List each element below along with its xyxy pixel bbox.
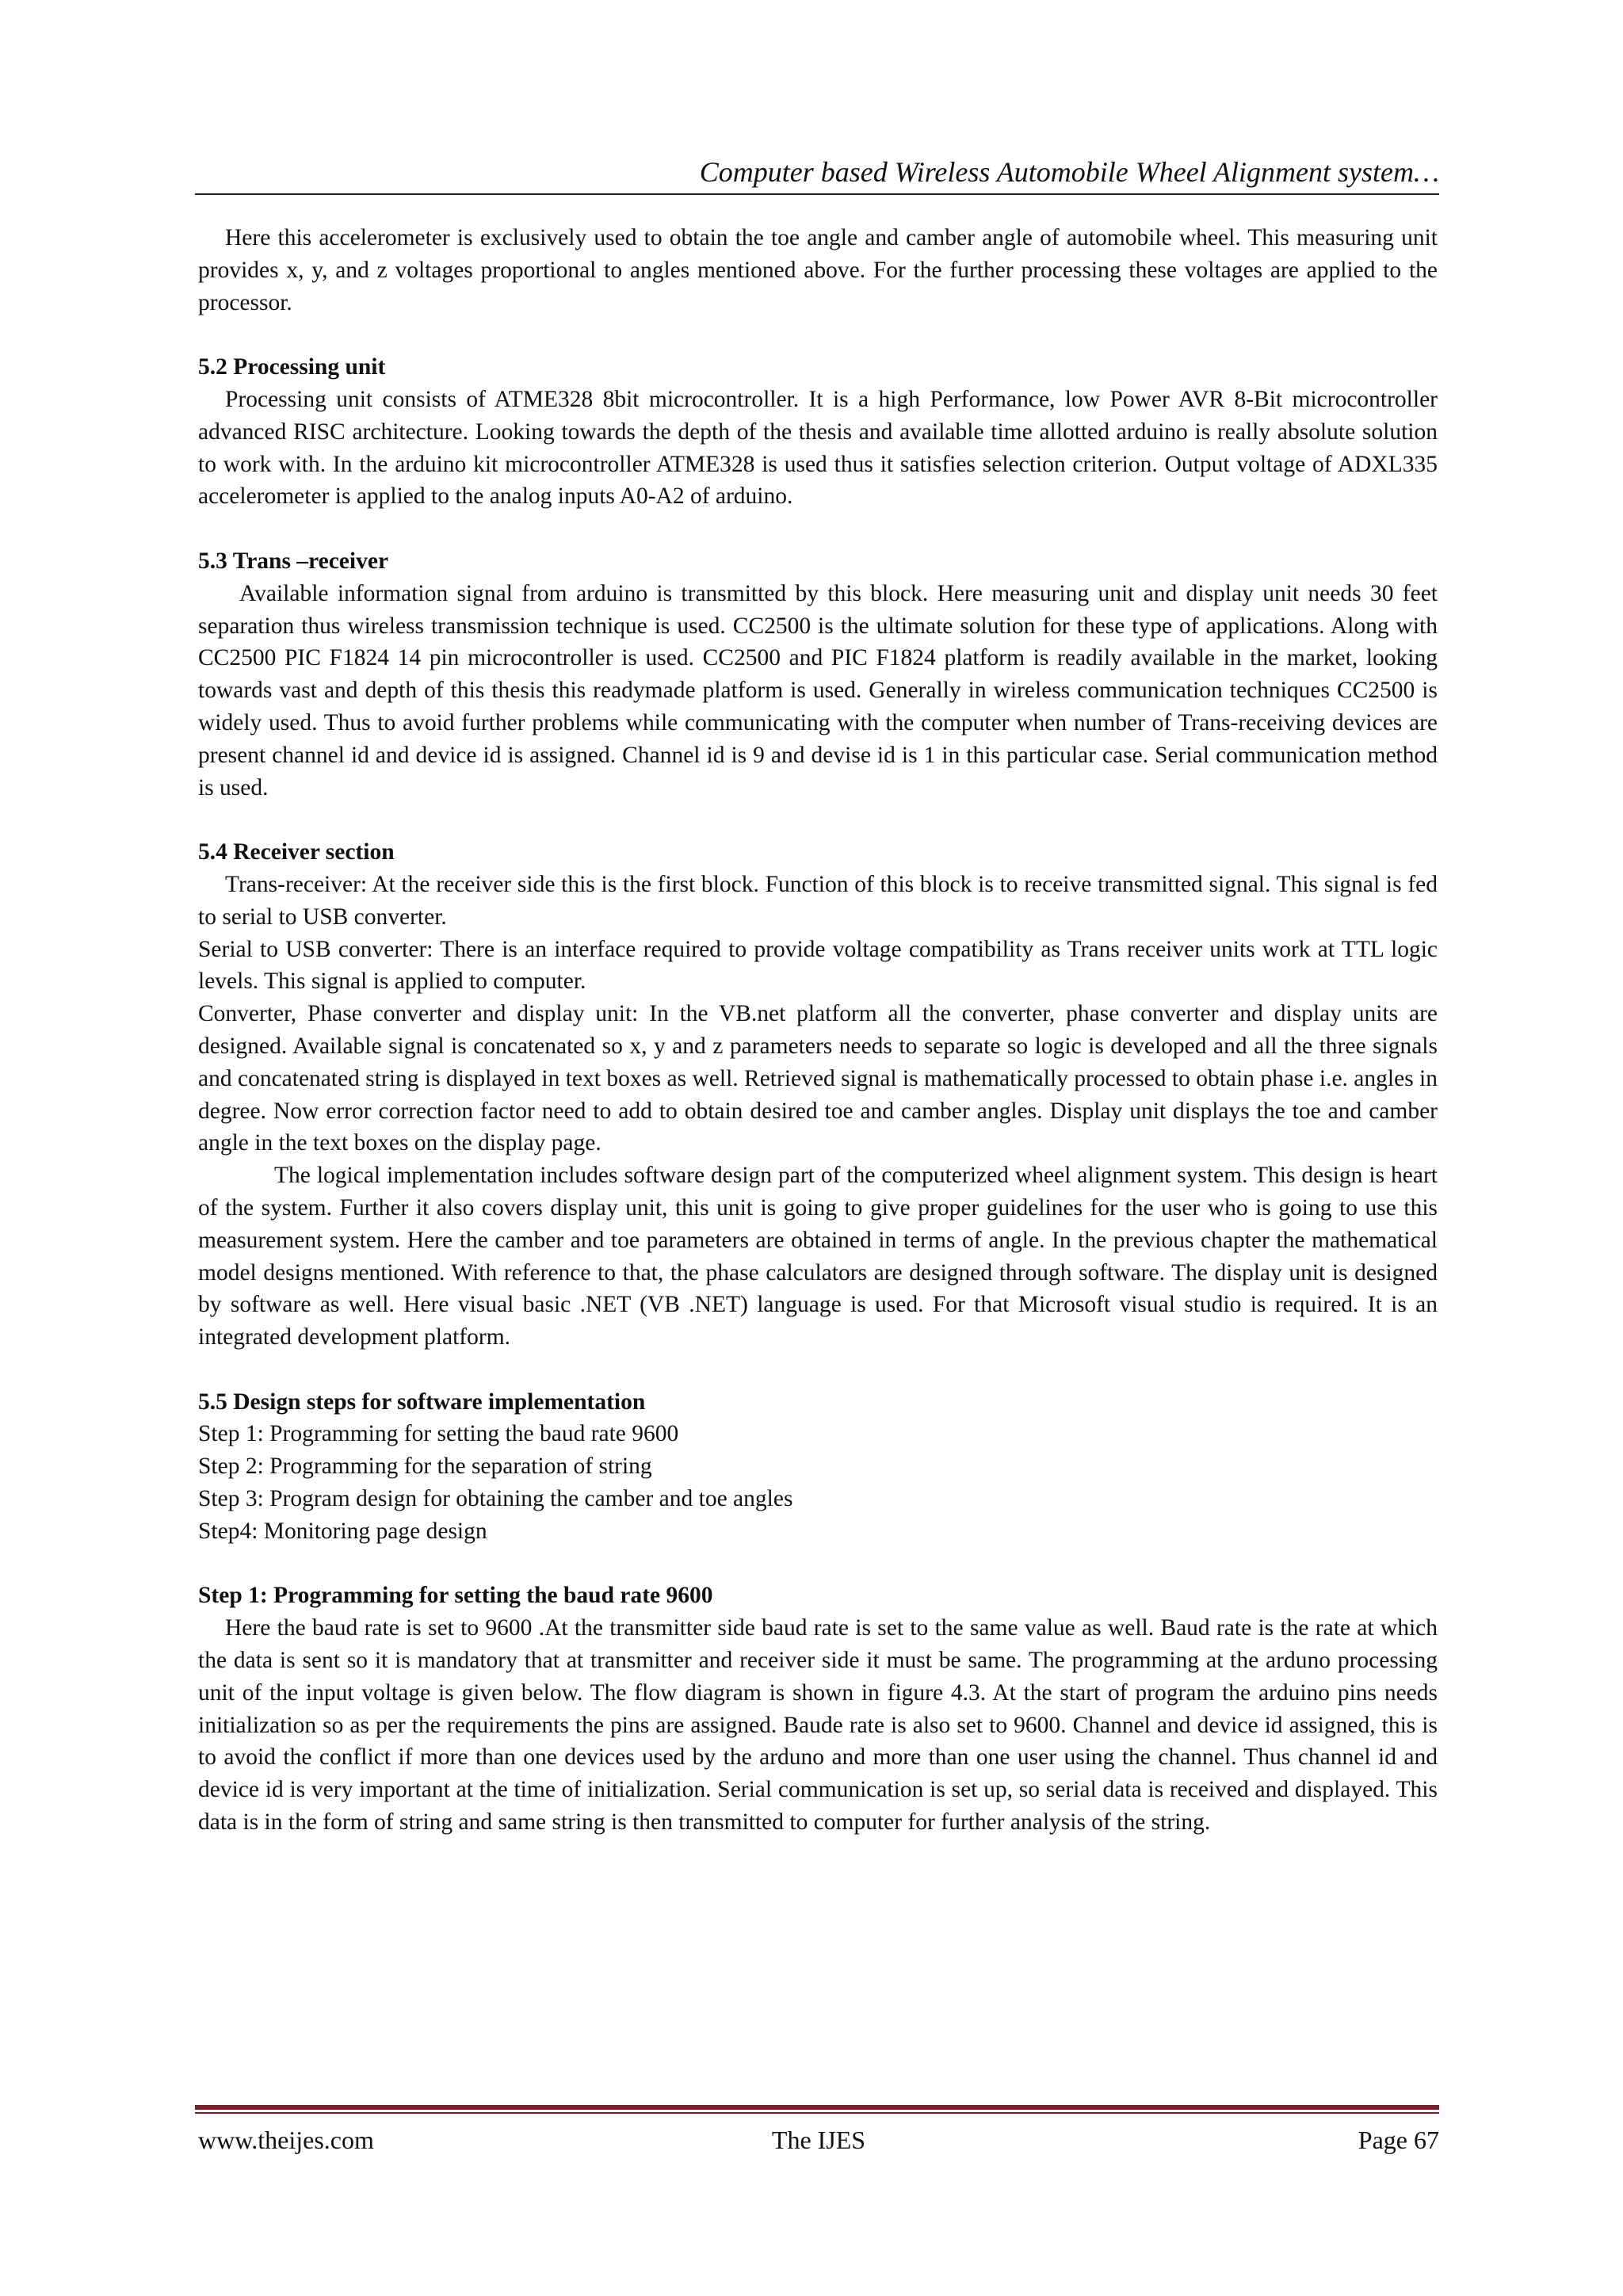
footer-rule-thin	[195, 2112, 1439, 2114]
section-5-4-trans-receiver: Trans-receiver: At the receiver side this is the first block. Function of this block is to receive transmitted signal. This signal is fed to serial to USB converter.	[198, 871, 1438, 930]
spacer	[198, 513, 1438, 545]
step-1-paragraph: Here the baud rate is set to 9600 .At the transmitter side baud rate is set to the same value as well. Baud rate is the rate at which the data is sent so it is mandatory that at transmitter and receiver side it must be same. The programming at the arduno processing unit of the input voltage is given below. The flow diagram is shown in figure 4.3. At the start of program the arduino pins needs initialization so as per the requirements the pins are assigned. Baude rate is also set to 9600. Channel and device id assigned, this is to avoid the conflict if more than one devices used by the arduno and more than one user using the channel. Thus channel id and device id is very important at the time of initialization. Serial communication is set up, so serial data is received and displayed. This data is in the form of string and same string is then transmitted to computer for further analysis of the string.	[198, 1615, 1438, 1836]
step-list-item: Step 1: Programming for setting the baud rate 9600	[198, 1421, 679, 1447]
step-list-item: Step 3: Program design for obtaining the camber and toe angles	[198, 1486, 793, 1512]
step-list-item: Step4: Monitoring page design	[198, 1518, 487, 1544]
section-5-2-paragraph: Processing unit consists of ATME328 8bit microcontroller. It is a high Performance, low Power AVR 8-Bit microcontroller advanced RISC architecture. Looking towards the depth of the thesis and available time allotted arduino is really absolute solution to work with. In the arduino kit microcontroller ATME328 is used thus it satisfies selection criterion. Output voltage of ADXL335 accelerometer is applied to the analog inputs A0-A2 of arduino.	[198, 386, 1438, 510]
section-title-5-5: 5.5 Design steps for software implementation	[198, 1389, 646, 1415]
spacer	[198, 1548, 1438, 1580]
step-1-title: Step 1: Programming for setting the baud rate 9600	[198, 1583, 713, 1609]
footer-page-number: Page 67	[1358, 2126, 1439, 2154]
spacer	[198, 1354, 1438, 1386]
section-title-5-4: 5.4 Receiver section	[198, 839, 395, 865]
header-rule	[195, 193, 1439, 195]
spacer	[198, 804, 1438, 836]
section-title-5-3: 5.3 Trans –receiver	[198, 548, 389, 574]
section-5-4-serial-usb: Serial to USB converter: There is an interface required to provide voltage compatibility as Trans receiver units work at TTL logic levels. This signal is applied to computer.	[198, 936, 1438, 995]
section-5-3-paragraph: Available information signal from arduino is transmitted by this block. Here measuring unit and display unit needs 30 feet separation thus wireless transmission technique is used. CC2500 is the ultimate solution for these type of applications. Along with CC2500 PIC F1824 14 pin microcontroller is used. CC2500 and PIC F1824 platform is readily available in the market, looking towards vast and depth of this thesis this readymade platform is used. Generally in wireless communication techniques CC2500 is widely used. Thus to avoid further problems while communicating with the computer when number of Trans-receiving devices are present channel id and device id is assigned. Channel id is 9 and devise id is 1 in this particular case. Serial communication method is used.	[198, 580, 1438, 800]
article-body	[198, 222, 1438, 1839]
section-title-5-2: 5.2 Processing unit	[198, 354, 386, 380]
footer-journal: The IJES	[771, 2126, 866, 2154]
intro-paragraph: Here this accelerometer is exclusively used to obtain the toe angle and camber angle of automobile wheel. This measuring unit provides x, y, and z voltages proportional to angles mentioned above. For the further processing these voltages are applied to the processor.	[198, 225, 1438, 315]
footer-rule	[195, 2105, 1439, 2110]
spacer	[198, 319, 1438, 351]
footer-website: www.theijes.com	[198, 2126, 374, 2154]
step-list-item: Step 2: Programming for the separation of string	[198, 1454, 652, 1480]
section-5-4-logical: The logical implementation includes software design part of the computerized wheel alignment system. This design is heart of the system. Further it also covers display unit, this unit is going to give proper guidelines for the user who is going to use this measurement system. Here the camber and toe parameters are obtained in terms of angle. In the previous chapter the mathematical model designs mentioned. With reference to that, the phase calculators are designed through software. The display unit is designed by software as well. Here visual basic .NET (VB .NET) language is used. For that Microsoft visual studio is required. It is an integrated development platform.	[198, 1163, 1438, 1350]
section-5-4-converter: Converter, Phase converter and display unit: In the VB.net platform all the converter, phase converter and display units are designed. Available signal is concatenated so x, y and z parameters needs to separate so logic is developed and all the three signals and concatenated string is displayed in text boxes as well. Retrieved signal is mathematically processed to obtain phase i.e. angles in degree. Now error correction factor need to add to obtain desired toe and camber angles. Display unit displays the toe and camber angle in the text boxes on the display page.	[198, 1001, 1438, 1156]
running-header: Computer based Wireless Automobile Wheel Alignment system…	[699, 156, 1439, 188]
